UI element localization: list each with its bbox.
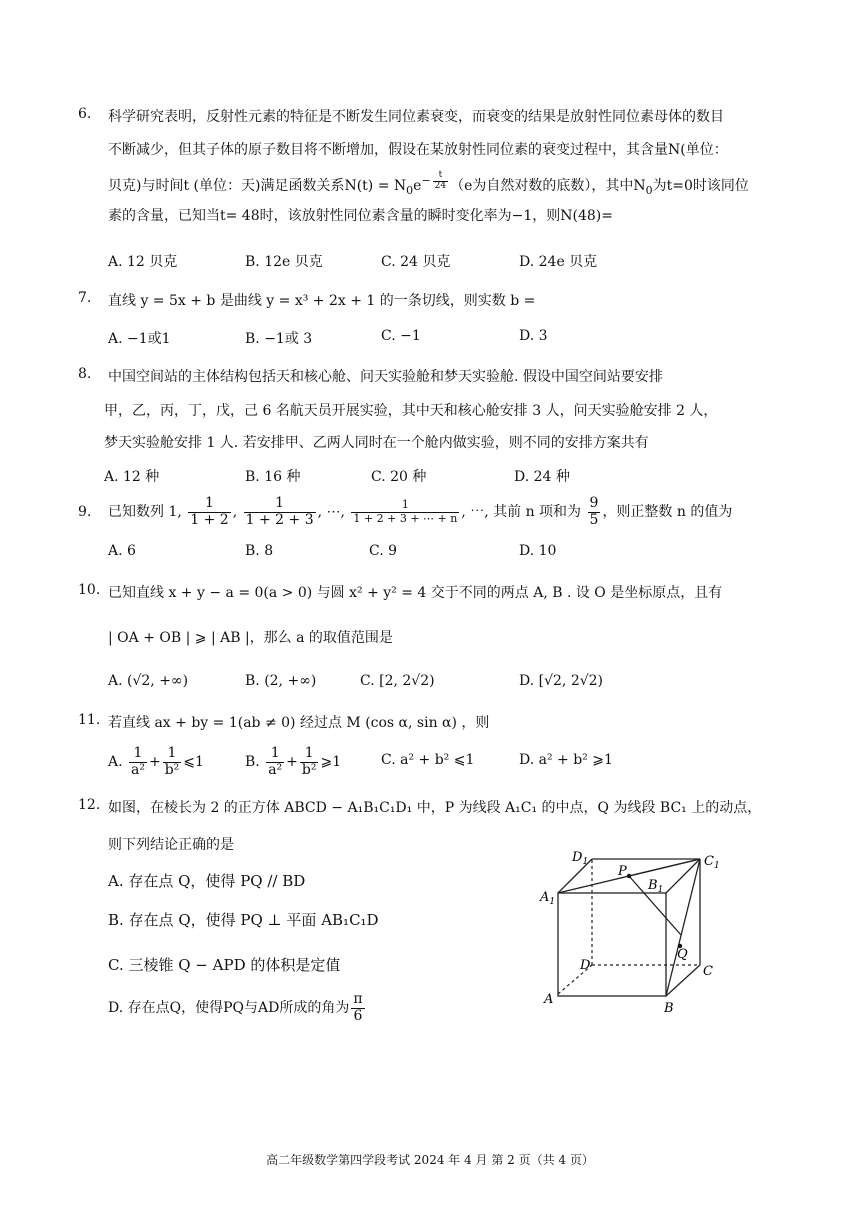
label-d: D [580, 958, 591, 973]
question-number: 7. [78, 290, 92, 306]
option-a[interactable]: A. $\frac{1}{\text{a²}}$ + $\frac{1}{\text{b²}}$ ⩽1 [108, 745, 204, 778]
option-d[interactable]: D. 3 [519, 328, 548, 344]
label-a: A [544, 992, 554, 1007]
option-a[interactable]: A. 12 种 [104, 469, 160, 485]
question-text: 贝克)与时间t (单位：天)满足函数关系$N(t) = N_0e^{- \frac{t}{24}}$ （e为自然对数的底数），其中$N_0$为t=0时该同位 [108, 170, 749, 197]
option-c[interactable]: C. 三棱锥 Q − APD 的体积是定值 [108, 956, 341, 974]
question-text: 中国空间站的主体结构包括天和核心舱、问天实验舱和梦天实验舱. 假设中国空间站要安排 [108, 369, 663, 385]
option-b[interactable]: B. 12e 贝克 [245, 254, 323, 270]
option-a[interactable]: A. 12 贝克 [108, 254, 178, 270]
option-c[interactable]: C. 20 种 [371, 469, 427, 485]
option-b[interactable]: B. −1或 3 [245, 331, 313, 347]
option-c[interactable]: C. a² + b² ⩽1 [381, 752, 475, 768]
option-a[interactable]: A. 6 [108, 543, 136, 559]
label-b1: $B_1$ [648, 878, 664, 895]
option-c[interactable]: C. [2, 2√2) [360, 673, 435, 689]
option-a[interactable]: A. (√2, +∞) [108, 673, 189, 689]
page-footer: 高二年级数学第四学段考试 2024 年 4 月 第 2 页（共 4 页） [266, 1153, 594, 1167]
question-text: 如图，在棱长为 2 的正方体 ABCD − A₁B₁C₁D₁ 中，P 为线段 A₁C₁ 的中点，Q 为线段 BC₁ 上的动点， [108, 800, 762, 816]
option-b[interactable]: B. 存在点 Q，使得 PQ ⊥ 平面 AB₁C₁D [108, 911, 379, 929]
option-d[interactable]: D. a² + b² ⩾1 [519, 752, 613, 768]
option-d[interactable]: D. 24e 贝克 [519, 254, 598, 270]
label-c: C [703, 964, 713, 979]
label-d1: $D_1$ [572, 850, 589, 867]
option-d[interactable]: D. [√2, 2√2) [519, 673, 604, 689]
question-text: | OA + OB | ⩾ | AB |，那么 a 的取值范围是 [108, 630, 393, 646]
question-number: 6. [78, 106, 92, 122]
question-text: 已知数列 1, $\frac{1}{1 + 2}$ , $\frac{1}{1 + 2 + 3}$ , ⋯, $\frac{1}{1 + 2 + 3 + \cdots + n}$ , ⋯, 其前 n 项和为 $\frac{9}{5}$ ，则正整数 n 的值为 [108, 495, 733, 528]
question-text: 已知直线 x + y − a = 0(a > 0) 与圆 x² + y² = 4 交于不同的两点 A, B . 设 O 是坐标原点，且有 [108, 585, 723, 601]
question-text: 梦天实验舱安排 1 人. 若安排甲、乙两人同时在一个舱内做实验，则不同的安排方案共有 [104, 435, 649, 451]
question-text: 则下列结论正确的是 [108, 837, 234, 853]
question-number: 9. [78, 504, 92, 520]
question-number: 12. [78, 797, 101, 813]
question-text: 科学研究表明，反射性元素的特征是不断发生同位素衰变，而衰变的结果是放射性同位素母体的数目 [108, 109, 724, 125]
cube-diagram [530, 845, 720, 1020]
option-d[interactable]: D. 24 种 [514, 469, 570, 485]
option-d[interactable]: D. 10 [519, 543, 557, 559]
question-text: 甲，乙，丙，丁，戊，己 6 名航天员开展实验，其中天和核心舱安排 3 人，问天实验舱安排 2 人， [104, 403, 718, 419]
option-b[interactable]: B. (2, +∞) [245, 673, 317, 689]
option-b[interactable]: B. 16 种 [245, 469, 301, 485]
question-number: 8. [78, 366, 92, 382]
option-c[interactable]: C. 9 [369, 543, 398, 559]
option-a[interactable]: A. −1或1 [108, 331, 171, 347]
label-c1: $C_1$ [704, 854, 720, 871]
label-b: B [664, 1001, 674, 1016]
label-q: Q [677, 947, 688, 962]
question-number: 10. [78, 582, 101, 598]
option-b[interactable]: B. $\frac{1}{\text{a²}}$ + $\frac{1}{\text{b²}}$ ⩾1 [245, 745, 342, 778]
question-text: 若直线 ax + by = 1(ab ≠ 0) 经过点 M (cos α, sin α) ，则 [108, 715, 490, 731]
option-d[interactable]: D. 存在点Q，使得PQ与AD所成的角为 $\frac{\pi}{6}$ [108, 991, 363, 1024]
question-text: 不断减少，但其子体的原子数目将不断增加，假设在某放射性同位素的衰变过程中，其含量N(单位： [108, 142, 728, 158]
question-text: 素的含量，已知当t= 48时，该放射性同位素含量的瞬时变化率为−1，则N(48)= [108, 208, 613, 224]
label-p: P [618, 864, 627, 879]
question-text: 直线 y = 5x + b 是曲线 y = x³ + 2x + 1 的一条切线，则实数 b = [108, 293, 536, 309]
option-c[interactable]: C. 24 贝克 [381, 254, 451, 270]
option-b[interactable]: B. 8 [245, 543, 274, 559]
option-a[interactable]: A. 存在点 Q，使得 PQ // BD [108, 872, 306, 890]
option-c[interactable]: C. −1 [381, 328, 421, 344]
label-a1: $A_1$ [540, 890, 556, 907]
question-number: 11. [78, 712, 101, 728]
